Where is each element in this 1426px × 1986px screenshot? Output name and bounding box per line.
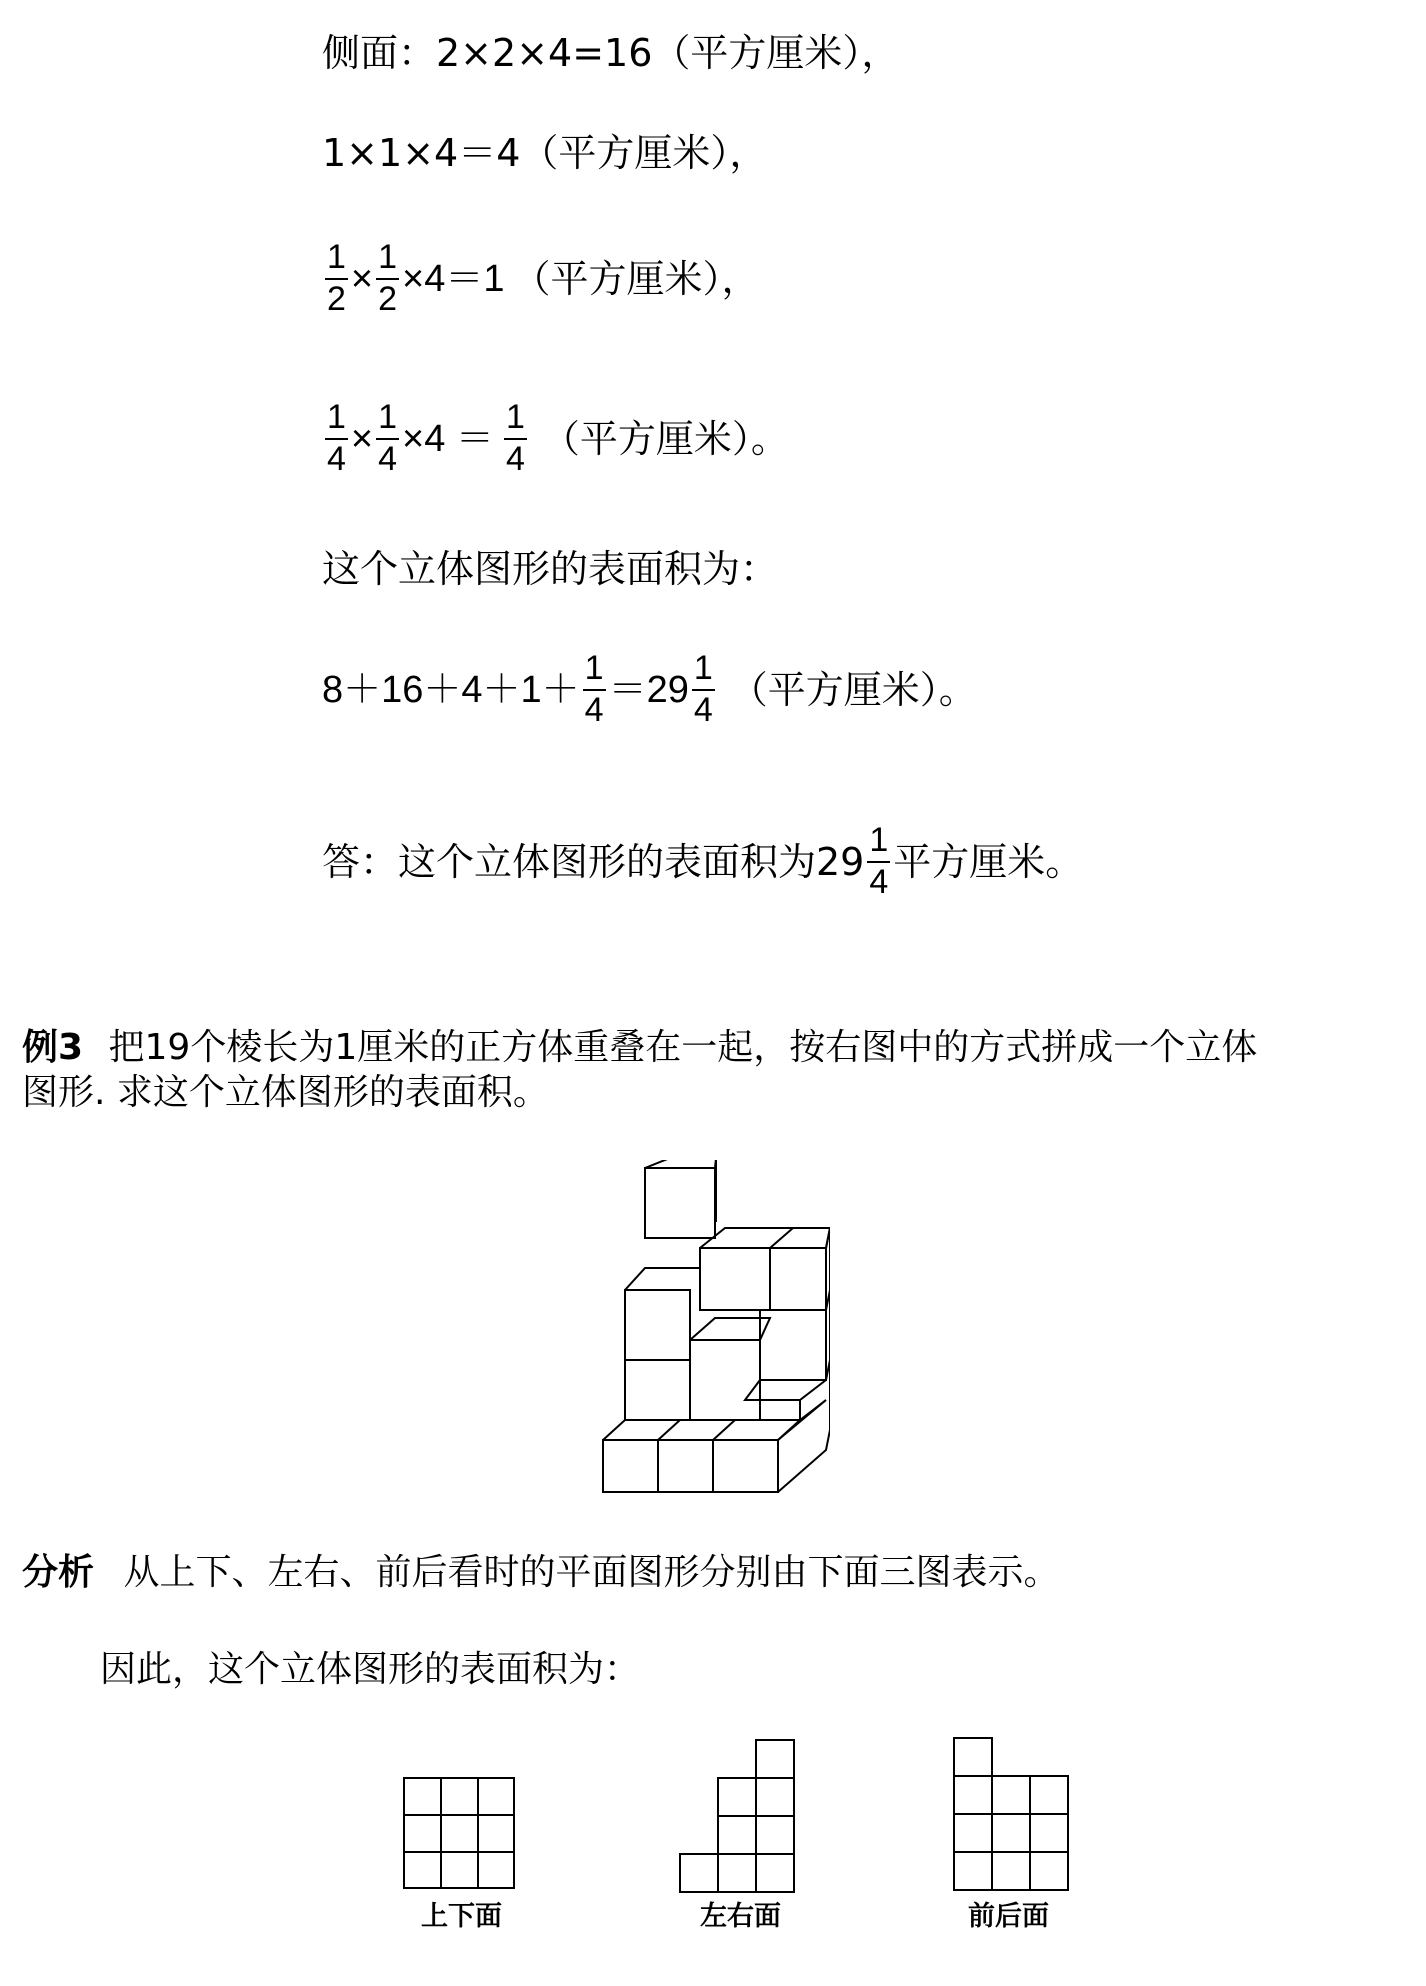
view-left-right <box>676 1736 806 1896</box>
surface-intro-text: 这个立体图形的表面积为： <box>322 547 779 591</box>
cube-upper-mid <box>700 1248 770 1310</box>
answer-suffix: 平方厘米。 <box>893 840 1084 884</box>
area-line-4 <box>322 393 789 485</box>
example3-text-line2: 图形. 求这个立体图形的表面积。 <box>22 1072 549 1113</box>
fraction-total-a: $\frac{1}{4}$ <box>584 649 604 729</box>
example3-statement-line2 <box>22 1072 549 1113</box>
lr-bottom-row <box>680 1854 794 1892</box>
answer-line <box>322 816 1083 908</box>
view-caption-front-back: 前后面 <box>968 1901 1049 1932</box>
example3-text-line1: 把19个棱长为1厘米的正方体重叠在一起，按右图中的方式拼成一个立体 <box>108 1027 1258 1068</box>
tower-top-front <box>645 1168 715 1238</box>
bottom-divider-2 <box>713 1420 735 1440</box>
area-line-3-rest: ×4＝1 <box>402 258 505 300</box>
area-line-3 <box>322 233 760 325</box>
cube-left-1 <box>625 1360 690 1420</box>
answer-prefix: 答：这个立体图形的表面积为29 <box>322 840 865 884</box>
example3-statement <box>22 1027 1258 1068</box>
cube-left-2 <box>625 1290 690 1360</box>
times-sign: × <box>350 258 374 300</box>
analysis-label: 分析 <box>22 1552 95 1593</box>
area-line-2 <box>322 131 768 175</box>
fb-top-cell <box>954 1738 992 1776</box>
cube-stack-figure <box>590 1160 830 1500</box>
view-front-back <box>950 1734 1076 1896</box>
upper-top-divider <box>770 1228 793 1248</box>
area-line-4-mid: ×4 ＝ <box>402 418 494 460</box>
cube-mid-top <box>690 1318 770 1340</box>
total-unit: （平方厘米）。 <box>729 668 977 712</box>
cube-bottom-3 <box>713 1440 778 1492</box>
upper-row-top <box>700 1228 830 1248</box>
tower-top-cap <box>645 1160 716 1168</box>
fraction-quarter-a: $\frac{1}{4}$ <box>327 398 346 478</box>
fraction-quarter-b: $\frac{1}{4}$ <box>378 398 398 478</box>
fraction-answer: $\frac{1}{4}$ <box>869 821 889 901</box>
cube-bottom-2 <box>658 1440 713 1492</box>
cube-mid-1 <box>690 1340 760 1420</box>
side-area-line <box>322 31 900 75</box>
view-top-bottom <box>400 1774 520 1894</box>
area-line-3-unit: （平方厘米）， <box>512 257 760 301</box>
bottom-row-top <box>603 1400 826 1440</box>
surface-intro <box>322 547 779 591</box>
view-caption-left-right: 左右面 <box>700 1901 781 1932</box>
times-sign-2: × <box>350 418 374 460</box>
total-line <box>322 644 977 736</box>
view-caption-top-bottom: 上下面 <box>421 1901 502 1932</box>
example3-label: 例3 <box>22 1027 84 1068</box>
fraction-total-b: $\frac{1}{4}$ <box>693 649 713 729</box>
cube-upper-right <box>770 1248 826 1310</box>
fraction-quarter-c: $\frac{1}{4}$ <box>505 398 525 478</box>
view-top-bottom-outline <box>404 1778 514 1888</box>
analysis-text: 从上下、左右、前后看时的平面图形分别由下面三图表示。 <box>123 1552 1060 1593</box>
area-line-4-unit: （平方厘米）。 <box>541 417 789 461</box>
fb-grid-outline <box>954 1776 1068 1890</box>
cube-bottom-1 <box>603 1440 658 1492</box>
bottom-divider-1 <box>658 1420 680 1440</box>
conclusion-line <box>100 1649 641 1690</box>
total-sum: 8＋16＋4＋1＋ <box>322 669 580 711</box>
side-area-text: 侧面：2×2×4=16（平方厘米）， <box>322 31 900 75</box>
step-top <box>745 1380 826 1400</box>
fraction-half-a: $\frac{1}{2}$ <box>327 238 346 318</box>
fraction-half-b: $\frac{1}{2}$ <box>378 238 398 318</box>
total-eq: ＝29 <box>608 669 689 711</box>
cube-left-2-top <box>625 1268 700 1290</box>
area-line-2-text: 1×1×4＝4（平方厘米）， <box>322 131 768 175</box>
conclusion-text: 因此，这个立体图形的表面积为： <box>100 1649 641 1690</box>
analysis-statement <box>22 1552 1060 1593</box>
lr-top-cell <box>756 1740 794 1778</box>
bottom-right-side <box>778 1430 830 1492</box>
